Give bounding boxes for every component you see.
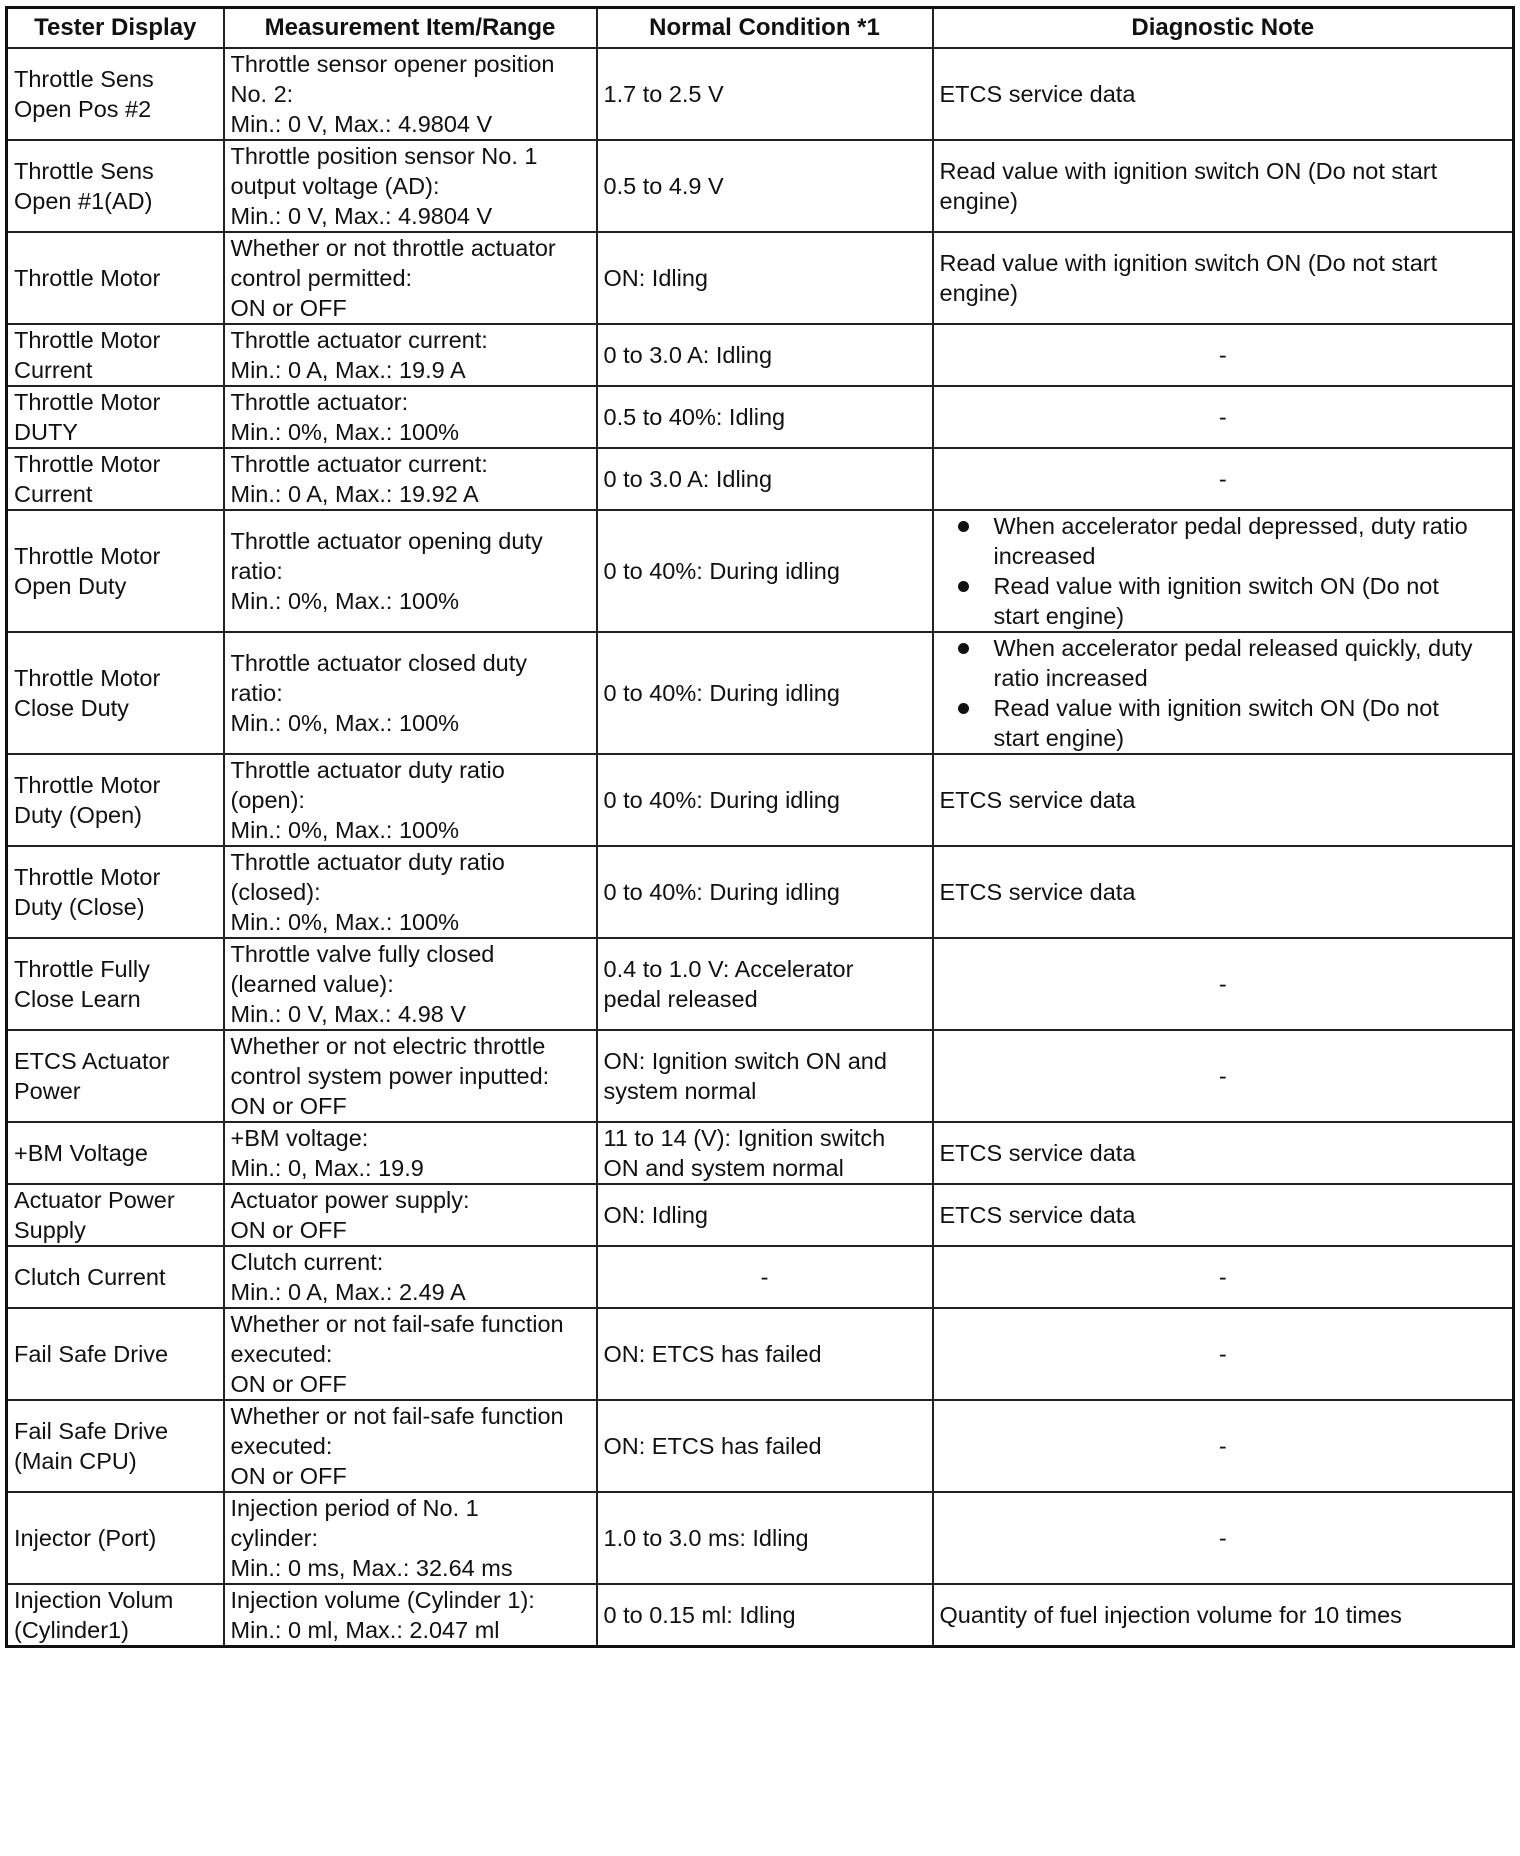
cell-normal-condition: 0 to 40%: During idling — [597, 754, 933, 846]
cell-normal-condition: - — [597, 1246, 933, 1308]
note-bullet-list — [940, 633, 1507, 753]
table-row — [7, 324, 1514, 386]
table-row — [7, 140, 1514, 232]
cell-tester-display: Fail Safe Drive — [7, 1308, 224, 1400]
table-row — [7, 1184, 1514, 1246]
note-bullet-item — [940, 633, 1507, 693]
cell-normal-condition: 0 to 40%: During idling — [597, 632, 933, 754]
data-table-wrapper — [5, 6, 1515, 1648]
cell-measurement: Whether or not fail-safe function executed: ON or OFF — [224, 1400, 597, 1492]
cell-tester-display: +BM Voltage — [7, 1122, 224, 1184]
cell-measurement: Throttle actuator duty ratio (closed): Min.: 0%, Max.: 100% — [224, 846, 597, 938]
cell-measurement: Throttle actuator closed duty ratio: Min.: 0%, Max.: 100% — [224, 632, 597, 754]
cell-tester-display: Throttle Motor Duty (Close) — [7, 846, 224, 938]
cell-tester-display: Clutch Current — [7, 1246, 224, 1308]
cell-tester-display: ETCS Actuator Power — [7, 1030, 224, 1122]
cell-diagnostic-note: Read value with ignition switch ON (Do not start engine) — [933, 140, 1514, 232]
cell-normal-condition: 0 to 0.15 ml: Idling — [597, 1584, 933, 1647]
table-body — [7, 48, 1514, 1647]
cell-tester-display: Throttle Motor Current — [7, 324, 224, 386]
cell-tester-display: Throttle Motor — [7, 232, 224, 324]
cell-diagnostic-note: ETCS service data — [933, 1184, 1514, 1246]
cell-normal-condition: 0.4 to 1.0 V: Accelerator pedal released — [597, 938, 933, 1030]
header-diagnostic-note: Diagnostic Note — [933, 8, 1514, 49]
cell-diagnostic-note: - — [933, 1492, 1514, 1584]
table-row — [7, 386, 1514, 448]
cell-tester-display: Actuator Power Supply — [7, 1184, 224, 1246]
table-row — [7, 1030, 1514, 1122]
cell-measurement: Throttle position sensor No. 1 output voltage (AD): Min.: 0 V, Max.: 4.9804 V — [224, 140, 597, 232]
note-bullet-text: Read value with ignition switch ON (Do not start engine) — [993, 695, 1439, 751]
cell-normal-condition: 0.5 to 4.9 V — [597, 140, 933, 232]
cell-normal-condition: 1.7 to 2.5 V — [597, 48, 933, 140]
note-bullet-item — [940, 693, 1507, 753]
table-row — [7, 846, 1514, 938]
cell-diagnostic-note: - — [933, 1246, 1514, 1308]
note-bullet-item — [940, 511, 1507, 571]
header-tester-display: Tester Display — [7, 8, 224, 49]
table-row — [7, 48, 1514, 140]
note-bullet-item — [940, 571, 1507, 631]
cell-normal-condition: 11 to 14 (V): Ignition switch ON and system normal — [597, 1122, 933, 1184]
table-row — [7, 510, 1514, 632]
bullet-icon — [958, 581, 969, 592]
cell-tester-display: Throttle Motor Open Duty — [7, 510, 224, 632]
cell-measurement: Throttle actuator: Min.: 0%, Max.: 100% — [224, 386, 597, 448]
tester-data-table — [5, 6, 1515, 1648]
table-row — [7, 1308, 1514, 1400]
cell-measurement: Injection period of No. 1 cylinder: Min.: 0 ms, Max.: 32.64 ms — [224, 1492, 597, 1584]
note-bullet-text: When accelerator pedal released quickly, duty ratio increased — [993, 635, 1473, 691]
cell-diagnostic-note: - — [933, 324, 1514, 386]
cell-tester-display: Injection Volum (Cylinder1) — [7, 1584, 224, 1647]
cell-diagnostic-note: ETCS service data — [933, 754, 1514, 846]
cell-measurement: Throttle valve fully closed (learned value): Min.: 0 V, Max.: 4.98 V — [224, 938, 597, 1030]
cell-diagnostic-note: ETCS service data — [933, 1122, 1514, 1184]
cell-tester-display: Throttle Sens Open Pos #2 — [7, 48, 224, 140]
cell-normal-condition: 1.0 to 3.0 ms: Idling — [597, 1492, 933, 1584]
cell-normal-condition: ON: Idling — [597, 1184, 933, 1246]
table-row — [7, 1584, 1514, 1647]
table-row — [7, 938, 1514, 1030]
cell-tester-display: Throttle Sens Open #1(AD) — [7, 140, 224, 232]
cell-measurement: Throttle sensor opener position No. 2: Min.: 0 V, Max.: 4.9804 V — [224, 48, 597, 140]
cell-diagnostic-note: Read value with ignition switch ON (Do not start engine) — [933, 232, 1514, 324]
cell-diagnostic-note: - — [933, 448, 1514, 510]
header-measurement: Measurement Item/Range — [224, 8, 597, 49]
cell-tester-display: Fail Safe Drive (Main CPU) — [7, 1400, 224, 1492]
table-row — [7, 1246, 1514, 1308]
cell-diagnostic-note: - — [933, 1308, 1514, 1400]
bullet-icon — [958, 643, 969, 654]
cell-measurement: Injection volume (Cylinder 1): Min.: 0 ml, Max.: 2.047 ml — [224, 1584, 597, 1647]
cell-diagnostic-note: - — [933, 1400, 1514, 1492]
cell-diagnostic-note: - — [933, 938, 1514, 1030]
cell-measurement: Throttle actuator duty ratio (open): Min.: 0%, Max.: 100% — [224, 754, 597, 846]
cell-diagnostic-note: ETCS service data — [933, 846, 1514, 938]
cell-normal-condition: ON: Ignition switch ON and system normal — [597, 1030, 933, 1122]
header-row — [7, 8, 1514, 49]
table-row — [7, 1400, 1514, 1492]
cell-normal-condition: 0 to 40%: During idling — [597, 510, 933, 632]
cell-measurement: Whether or not throttle actuator control permitted: ON or OFF — [224, 232, 597, 324]
cell-measurement: Whether or not electric throttle control system power inputted: ON or OFF — [224, 1030, 597, 1122]
header-normal-condition: Normal Condition *1 — [597, 8, 933, 49]
table-row — [7, 632, 1514, 754]
bullet-icon — [958, 703, 969, 714]
note-bullet-text: When accelerator pedal depressed, duty ratio increased — [993, 513, 1468, 569]
bullet-icon — [958, 521, 969, 532]
table-row — [7, 232, 1514, 324]
cell-tester-display: Throttle Motor Duty (Open) — [7, 754, 224, 846]
cell-diagnostic-note: Quantity of fuel injection volume for 10 times — [933, 1584, 1514, 1647]
table-row — [7, 1492, 1514, 1584]
table-row — [7, 1122, 1514, 1184]
cell-tester-display: Injector (Port) — [7, 1492, 224, 1584]
cell-tester-display: Throttle Motor Close Duty — [7, 632, 224, 754]
cell-measurement: Actuator power supply: ON or OFF — [224, 1184, 597, 1246]
cell-diagnostic-note — [933, 632, 1514, 754]
cell-normal-condition: 0 to 3.0 A: Idling — [597, 448, 933, 510]
cell-tester-display: Throttle Motor Current — [7, 448, 224, 510]
cell-diagnostic-note: - — [933, 386, 1514, 448]
cell-measurement: Throttle actuator opening duty ratio: Min.: 0%, Max.: 100% — [224, 510, 597, 632]
cell-normal-condition: ON: ETCS has failed — [597, 1308, 933, 1400]
cell-measurement: +BM voltage: Min.: 0, Max.: 19.9 — [224, 1122, 597, 1184]
note-bullet-text: Read value with ignition switch ON (Do not start engine) — [993, 573, 1439, 629]
cell-diagnostic-note: ETCS service data — [933, 48, 1514, 140]
note-bullet-list — [940, 511, 1507, 631]
cell-measurement: Throttle actuator current: Min.: 0 A, Max.: 19.9 A — [224, 324, 597, 386]
table-row — [7, 448, 1514, 510]
cell-tester-display: Throttle Fully Close Learn — [7, 938, 224, 1030]
cell-normal-condition: ON: ETCS has failed — [597, 1400, 933, 1492]
cell-normal-condition: 0.5 to 40%: Idling — [597, 386, 933, 448]
cell-diagnostic-note — [933, 510, 1514, 632]
cell-measurement: Whether or not fail-safe function executed: ON or OFF — [224, 1308, 597, 1400]
cell-measurement: Clutch current: Min.: 0 A, Max.: 2.49 A — [224, 1246, 597, 1308]
cell-normal-condition: ON: Idling — [597, 232, 933, 324]
cell-diagnostic-note: - — [933, 1030, 1514, 1122]
table-row — [7, 754, 1514, 846]
cell-normal-condition: 0 to 40%: During idling — [597, 846, 933, 938]
cell-normal-condition: 0 to 3.0 A: Idling — [597, 324, 933, 386]
cell-tester-display: Throttle Motor DUTY — [7, 386, 224, 448]
cell-measurement: Throttle actuator current: Min.: 0 A, Max.: 19.92 A — [224, 448, 597, 510]
